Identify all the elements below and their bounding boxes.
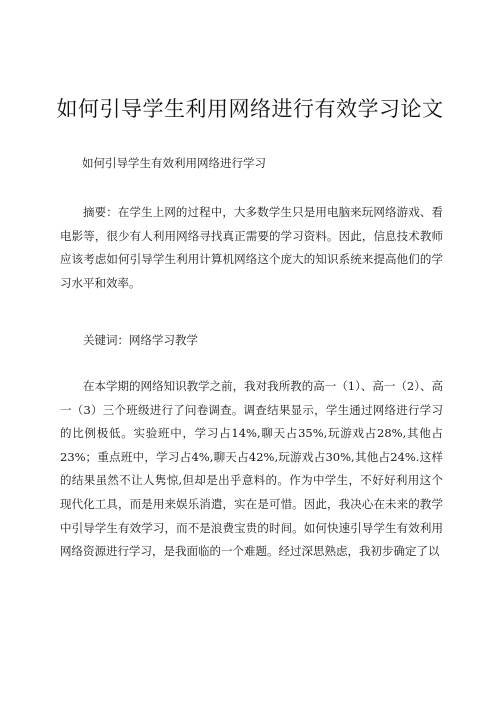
document-subtitle: 如何引导学生有效利用网络进行学习 xyxy=(82,156,266,170)
abstract-paragraph: 摘要：在学生上网的过程中，大多数学生只是用电脑来玩网络游戏、看电影等，很少有人利用网络寻找真正需要的学习资料。因此，信息技术教师应该考虑如何引导学生利用计算机网络这个庞大的知识系统来提高他们的学习水平和效率。 xyxy=(60,205,443,290)
body-paragraph: 在本学期的网络知识教学之前，我对我所教的高一（1）、高一（2）、高一（3）三个班级进行了问卷调查。调查结果显示，学生通过网络进行学习的比例极低。实验班中，学习占14%,聊天占35%,玩游戏占28%,其他占23%；重点班中，学习占4%,聊天占42%,玩游戏占30%,其他占24%.这样的结果虽然不让人隽惊,但却是出乎意料的。作为中学生，不好好利用这个现代化工具，而是用来娱乐消遣，实在是可惜。因此，我决心在未来的教学中引导学生有效学习，而不是浪费宝贵的时间。如何快速引导学生有效利用网络资源进行学习，是我面临的一个难题。经过深思熟虑，我初步确定了以 xyxy=(60,379,443,559)
document-title: 如何引导学生利用网络进行有效学习论文 xyxy=(56,97,444,121)
keywords-paragraph: 关键词：网络学习教学 xyxy=(83,333,198,347)
